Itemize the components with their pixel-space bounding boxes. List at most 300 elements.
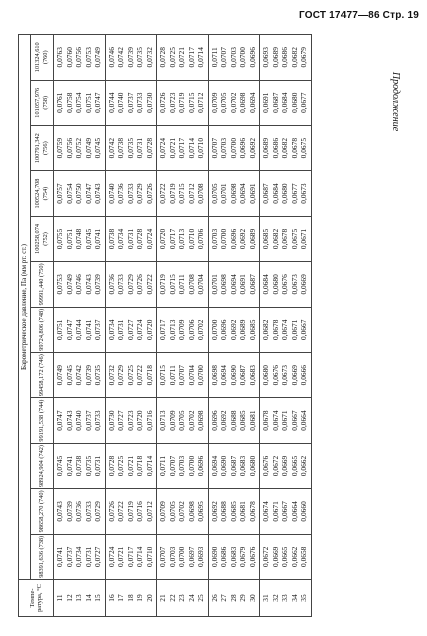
density-value: 0,0696: [228, 228, 238, 250]
density-value: 0,0739: [83, 365, 93, 386]
density-value: 0,0726: [144, 183, 154, 204]
value-cell: [260, 171, 312, 216]
density-value: 0,0673: [299, 183, 308, 204]
density-value: 0,0682: [261, 319, 270, 340]
density-value: 0,0756: [74, 47, 83, 68]
density-value: 0,0729: [93, 501, 102, 522]
density-value: 0,0753: [83, 47, 93, 68]
temperature-cell: [260, 580, 312, 617]
density-value: 0,0706: [196, 228, 205, 250]
density-value: 0,0694: [209, 455, 219, 477]
density-value: 0,0704: [196, 274, 205, 295]
temperature-value: 23: [177, 594, 186, 602]
value-cell: [54, 352, 106, 397]
pressure-column-header: 98658,270 (740): [31, 489, 54, 534]
density-value: 0,0692: [219, 410, 228, 431]
density-value: 0,0683: [238, 455, 247, 477]
density-value: 0,0687: [270, 92, 280, 113]
density-value: 0,0734: [74, 546, 83, 567]
value-cell: [157, 171, 209, 216]
density-value: 0,0759: [55, 137, 64, 159]
density-value: 0,0738: [116, 137, 125, 159]
density-value: 0,0667: [280, 501, 289, 522]
temperature-value: 30: [247, 594, 257, 602]
density-value: 0,0696: [247, 47, 257, 68]
value-cell: [54, 80, 106, 125]
density-value: 0,0694: [238, 183, 247, 204]
density-value: 0,0728: [135, 228, 144, 250]
pressure-column-header: 99191,538 (744): [31, 398, 54, 443]
value-cell: [260, 35, 312, 81]
density-value: 0,0682: [270, 228, 280, 250]
value-cell: [157, 398, 209, 443]
value-cell: [54, 398, 106, 443]
density-value: 0,0734: [106, 319, 116, 340]
value-cell: [105, 125, 157, 170]
temperature-cell: [208, 580, 260, 617]
temperature-value: 21: [158, 594, 167, 602]
density-value: 0,0739: [64, 501, 74, 522]
value-cell: [105, 80, 157, 125]
density-value: 0,0730: [144, 92, 154, 113]
value-cell: [208, 125, 260, 170]
density-value: 0,0665: [289, 455, 299, 477]
pressure-column-header: 99991,440 (750): [31, 262, 54, 307]
value-cell: [54, 35, 106, 81]
density-value: 0,0671: [280, 410, 289, 431]
density-value: 0,0672: [261, 546, 270, 567]
density-value: 0,0683: [247, 365, 257, 386]
density-value: 0,0724: [106, 546, 116, 567]
value-cell: [208, 534, 260, 579]
density-value: 0,0715: [186, 92, 196, 113]
density-value: 0,0691: [261, 92, 270, 113]
density-value: 0,0711: [177, 274, 186, 295]
density-value: 0,0687: [261, 183, 270, 204]
table-row-group: [208, 35, 260, 617]
pressure-column-header: 100524,708 (754): [31, 171, 54, 216]
density-value: 0,0728: [158, 47, 167, 68]
density-value: 0,0722: [135, 365, 144, 386]
value-cell: [157, 80, 209, 125]
temperature-value: 24: [186, 594, 196, 602]
value-cell: [105, 398, 157, 443]
density-value: 0,0692: [238, 228, 247, 250]
density-value: 0,0741: [83, 319, 93, 340]
density-value: 0,0739: [93, 274, 102, 295]
temperature-value: 22: [167, 594, 177, 602]
table-row-group: [105, 35, 157, 617]
density-value: 0,0690: [228, 365, 238, 386]
density-value: 0,0688: [228, 410, 238, 431]
density-value: 0,0702: [196, 319, 205, 340]
density-value: 0,0701: [219, 183, 228, 204]
density-value: 0,0744: [106, 92, 116, 113]
density-value: 0,0725: [116, 455, 125, 477]
value-cell: [105, 35, 157, 81]
density-value: 0,0689: [270, 47, 280, 68]
density-value: 0,0718: [144, 365, 154, 386]
density-value: 0,0710: [144, 546, 154, 567]
value-cell: [54, 216, 106, 261]
density-value: 0,0700: [209, 319, 219, 340]
density-value: 0,0713: [167, 319, 177, 340]
temperature-value: 28: [228, 594, 238, 602]
density-value: 0,0715: [167, 274, 177, 295]
density-value: 0,0749: [93, 47, 102, 68]
density-value: 0,0716: [135, 501, 144, 522]
density-value: 0,0686: [219, 546, 228, 567]
density-value: 0,0735: [125, 137, 135, 159]
density-value: 0,0731: [125, 228, 135, 250]
density-value: 0,0701: [209, 274, 219, 295]
density-value: 0,0694: [247, 92, 257, 113]
density-value: 0,0714: [186, 137, 196, 159]
value-cell: [260, 125, 312, 170]
density-value: 0,0749: [83, 137, 93, 159]
density-value: 0,0689: [238, 319, 247, 340]
density-value: 0,0703: [177, 455, 186, 477]
density-value: 0,0719: [167, 183, 177, 204]
density-value: 0,0717: [177, 137, 186, 159]
density-value: 0,0748: [74, 228, 83, 250]
table-row-group: [54, 35, 106, 617]
value-cell: [105, 171, 157, 216]
density-value: 0,0731: [116, 319, 125, 340]
density-value: 0,0703: [209, 228, 219, 250]
density-value: 0,0724: [144, 228, 154, 250]
temperature-value: 17: [116, 594, 125, 602]
pressure-column-header: 100791,342 (756): [31, 125, 54, 170]
density-value: 0,0733: [93, 410, 102, 431]
density-value: 0,0736: [74, 501, 83, 522]
density-value: 0,0689: [247, 228, 257, 250]
density-value: 0,0673: [280, 365, 289, 386]
density-value: 0,0677: [299, 92, 308, 113]
density-value: 0,0680: [261, 365, 270, 386]
density-value: 0,0750: [74, 183, 83, 204]
value-cell: [157, 125, 209, 170]
density-value: 0,0691: [247, 183, 257, 204]
density-value: 0,0664: [289, 501, 299, 522]
density-value: 0,0700: [177, 546, 186, 567]
density-value: 0,0689: [261, 137, 270, 159]
density-value: 0,0737: [64, 546, 74, 567]
density-value: 0,0674: [261, 501, 270, 522]
density-value: 0,0709: [177, 319, 186, 340]
density-value: 0,0685: [247, 319, 257, 340]
value-cell: [54, 307, 106, 352]
density-value: 0,0720: [158, 228, 167, 250]
density-value: 0,0664: [299, 410, 308, 431]
density-value: 0,0682: [289, 47, 299, 68]
density-value: 0,0669: [299, 274, 308, 295]
density-value: 0,0719: [125, 501, 135, 522]
density-value: 0,0700: [196, 365, 205, 386]
density-value: 0,0722: [158, 183, 167, 204]
density-value: 0,0732: [144, 47, 154, 68]
density-value: 0,0735: [135, 47, 144, 68]
density-value: 0,0675: [289, 228, 299, 250]
temperature-cell: [105, 580, 157, 617]
density-value: 0,0698: [219, 274, 228, 295]
density-value: 0,0671: [270, 501, 280, 522]
density-value: 0,0757: [55, 183, 64, 204]
value-cell: [208, 171, 260, 216]
density-value: 0,0707: [209, 137, 219, 159]
temperature-cell: [157, 580, 209, 617]
value-cell: [157, 489, 209, 534]
table-row-group: [260, 35, 312, 617]
density-value: 0,0751: [64, 228, 74, 250]
density-value: 0,0721: [167, 137, 177, 159]
table-area: [18, 34, 400, 617]
density-value: 0,0735: [93, 365, 102, 386]
density-value: 0,0692: [228, 319, 238, 340]
value-cell: [208, 398, 260, 443]
density-value: 0,0681: [238, 501, 247, 522]
density-value: 0,0687: [238, 365, 247, 386]
pressure-column-header: 100258,074 (752): [31, 216, 54, 261]
density-value: 0,0743: [64, 410, 74, 431]
density-value: 0,0700: [228, 137, 238, 159]
table-row-group: [157, 35, 209, 617]
density-value: 0,0711: [209, 47, 219, 68]
value-cell: [157, 534, 209, 579]
density-value: 0,0710: [196, 137, 205, 159]
density-value: 0,0752: [74, 137, 83, 159]
value-cell: [208, 443, 260, 488]
density-value: 0,0709: [167, 410, 177, 431]
value-cell: [260, 262, 312, 307]
density-value: 0,0680: [289, 92, 299, 113]
density-value: 0,0671: [289, 319, 299, 340]
temperature-value: 14: [83, 594, 93, 602]
density-value: 0,0730: [106, 410, 116, 431]
density-value: 0,0707: [158, 546, 167, 567]
temperature-value: 12: [64, 594, 74, 602]
density-value: 0,0742: [116, 47, 125, 68]
density-value: 0,0740: [116, 92, 125, 113]
density-value: 0,0742: [106, 137, 116, 159]
density-value: 0,0702: [228, 92, 238, 113]
density-value: 0,0684: [261, 274, 270, 295]
value-cell: [157, 352, 209, 397]
density-value: 0,0711: [167, 365, 177, 386]
density-value: 0,0676: [270, 365, 280, 386]
density-value: 0,0665: [280, 546, 289, 567]
value-cell: [208, 80, 260, 125]
density-value: 0,0673: [289, 274, 299, 295]
density-value: 0,0684: [280, 92, 289, 113]
density-value: 0,0684: [270, 183, 280, 204]
density-value: 0,0717: [125, 546, 135, 567]
density-value: 0,0683: [228, 546, 238, 567]
density-value: 0,0756: [64, 137, 74, 159]
value-cell: [260, 352, 312, 397]
value-cell: [208, 216, 260, 261]
density-value: 0,0747: [83, 183, 93, 204]
density-value: 0,0691: [238, 274, 247, 295]
density-value: 0,0715: [177, 183, 186, 204]
density-value: 0,0693: [261, 47, 270, 68]
density-value: 0,0694: [219, 365, 228, 386]
density-value: 0,0674: [270, 410, 280, 431]
density-value: 0,0705: [209, 183, 219, 204]
density-value: 0,0667: [299, 319, 308, 340]
density-value: 0,0709: [209, 92, 219, 113]
density-value: 0,0678: [261, 410, 270, 431]
density-value: 0,0746: [106, 47, 116, 68]
density-value: 0,0733: [83, 501, 93, 522]
density-value: 0,0720: [135, 410, 144, 431]
density-value: 0,0713: [177, 228, 186, 250]
density-value: 0,0738: [106, 228, 116, 250]
density-value: 0,0747: [93, 92, 102, 113]
temperature-value: 27: [219, 594, 228, 602]
density-value: 0,0698: [196, 410, 205, 431]
density-value: 0,0747: [64, 319, 74, 340]
density-value: 0,0751: [83, 92, 93, 113]
density-value: 0,0679: [299, 47, 308, 68]
density-value: 0,0745: [93, 137, 102, 159]
density-value: 0,0712: [144, 501, 154, 522]
density-value: 0,0715: [158, 365, 167, 386]
density-value: 0,0724: [158, 137, 167, 159]
density-value: 0,0703: [228, 47, 238, 68]
density-value: 0,0731: [93, 455, 102, 477]
density-value: 0,0739: [125, 47, 135, 68]
density-value: 0,0709: [158, 501, 167, 522]
density-value: 0,0705: [219, 92, 228, 113]
density-value: 0,0745: [55, 455, 64, 477]
density-value: 0,0723: [125, 410, 135, 431]
density-value: 0,0719: [177, 92, 186, 113]
density-value: 0,0721: [177, 47, 186, 68]
value-cell: [260, 398, 312, 443]
density-value: 0,0702: [186, 410, 196, 431]
density-value: 0,0719: [158, 274, 167, 295]
density-value: 0,0693: [196, 546, 205, 567]
table-body: [54, 35, 312, 617]
density-value: 0,0712: [196, 92, 205, 113]
value-cell: [157, 35, 209, 81]
density-value: 0,0760: [64, 47, 74, 68]
density-value: 0,0712: [186, 183, 196, 204]
density-value: 0,0717: [167, 228, 177, 250]
density-value: 0,0755: [55, 228, 64, 250]
density-value: 0,0696: [196, 455, 205, 477]
value-cell: [260, 216, 312, 261]
density-value: 0,0671: [299, 228, 308, 250]
density-value: 0,0698: [186, 501, 196, 522]
density-value: 0,0754: [64, 183, 74, 204]
density-value: 0,0677: [289, 183, 299, 204]
value-cell: [157, 443, 209, 488]
density-value: 0,0745: [83, 228, 93, 250]
value-cell: [260, 443, 312, 488]
density-value: 0,0702: [177, 501, 186, 522]
temperature-value: 26: [209, 594, 219, 602]
density-value: 0,0685: [228, 501, 238, 522]
density-value: 0,0725: [125, 365, 135, 386]
temperature-value: 35: [299, 594, 308, 602]
density-value: 0,0704: [186, 365, 196, 386]
value-cell: [208, 262, 260, 307]
value-cell: [260, 534, 312, 579]
value-cell: [157, 262, 209, 307]
density-value: 0,0740: [74, 410, 83, 431]
density-value: 0,0697: [186, 546, 196, 567]
value-cell: [260, 80, 312, 125]
density-value: 0,0729: [135, 183, 144, 204]
density-value: 0,0698: [228, 183, 238, 204]
density-value: 0,0666: [299, 365, 308, 386]
value-cell: [105, 216, 157, 261]
density-value: 0,0658: [299, 546, 308, 567]
value-cell: [54, 443, 106, 488]
density-value: 0,0706: [186, 319, 196, 340]
density-value: 0,0733: [135, 92, 144, 113]
density-value: 0,0746: [74, 274, 83, 295]
density-value: 0,0722: [116, 501, 125, 522]
density-value: 0,0690: [209, 546, 219, 567]
density-value: 0,0692: [247, 137, 257, 159]
temperature-value: 31: [261, 594, 270, 602]
density-value: 0,0722: [144, 274, 154, 295]
density-value: 0,0705: [177, 410, 186, 431]
density-value: 0,0708: [196, 183, 205, 204]
pressure-column-header: 99458,172 (746): [31, 352, 54, 397]
density-value: 0,0687: [247, 274, 257, 295]
density-value: 0,0733: [125, 183, 135, 204]
density-value: 0,0737: [125, 92, 135, 113]
density-value: 0,0747: [55, 410, 64, 431]
density-value: 0,0680: [270, 274, 280, 295]
gas-density-table: [18, 34, 312, 617]
density-value: 0,0736: [106, 274, 116, 295]
value-cell: [105, 262, 157, 307]
pressure-column-header: 101324,610 (760): [31, 35, 54, 81]
density-value: 0,0736: [116, 183, 125, 204]
value-cell: [54, 489, 106, 534]
density-value: 0,0717: [158, 319, 167, 340]
value-cell: [260, 307, 312, 352]
density-value: 0,0729: [116, 365, 125, 386]
temperature-value: 25: [196, 594, 205, 602]
value-cell: [105, 443, 157, 488]
temperature-value: 20: [144, 594, 154, 602]
value-cell: [260, 489, 312, 534]
density-value: 0,0711: [158, 455, 167, 477]
density-value: 0,0716: [144, 410, 154, 431]
temperature-value: 33: [280, 594, 289, 602]
value-cell: [54, 534, 106, 579]
density-value: 0,0728: [144, 137, 154, 159]
temperature-cell: [54, 580, 106, 617]
value-cell: [208, 307, 260, 352]
temperature-value: 11: [55, 594, 64, 602]
density-value: 0,0705: [167, 501, 177, 522]
value-cell: [105, 352, 157, 397]
density-value: 0,0686: [270, 137, 280, 159]
pressure-column-header: 98391,636 (738): [31, 534, 54, 579]
temperature-value: 16: [106, 594, 116, 602]
temperature-value: 13: [74, 594, 83, 602]
density-value: 0,0678: [289, 137, 299, 159]
pressure-group-header: Барометрическое давление, Па (мм рт. ст.): [19, 35, 31, 580]
density-value: 0,0678: [270, 319, 280, 340]
